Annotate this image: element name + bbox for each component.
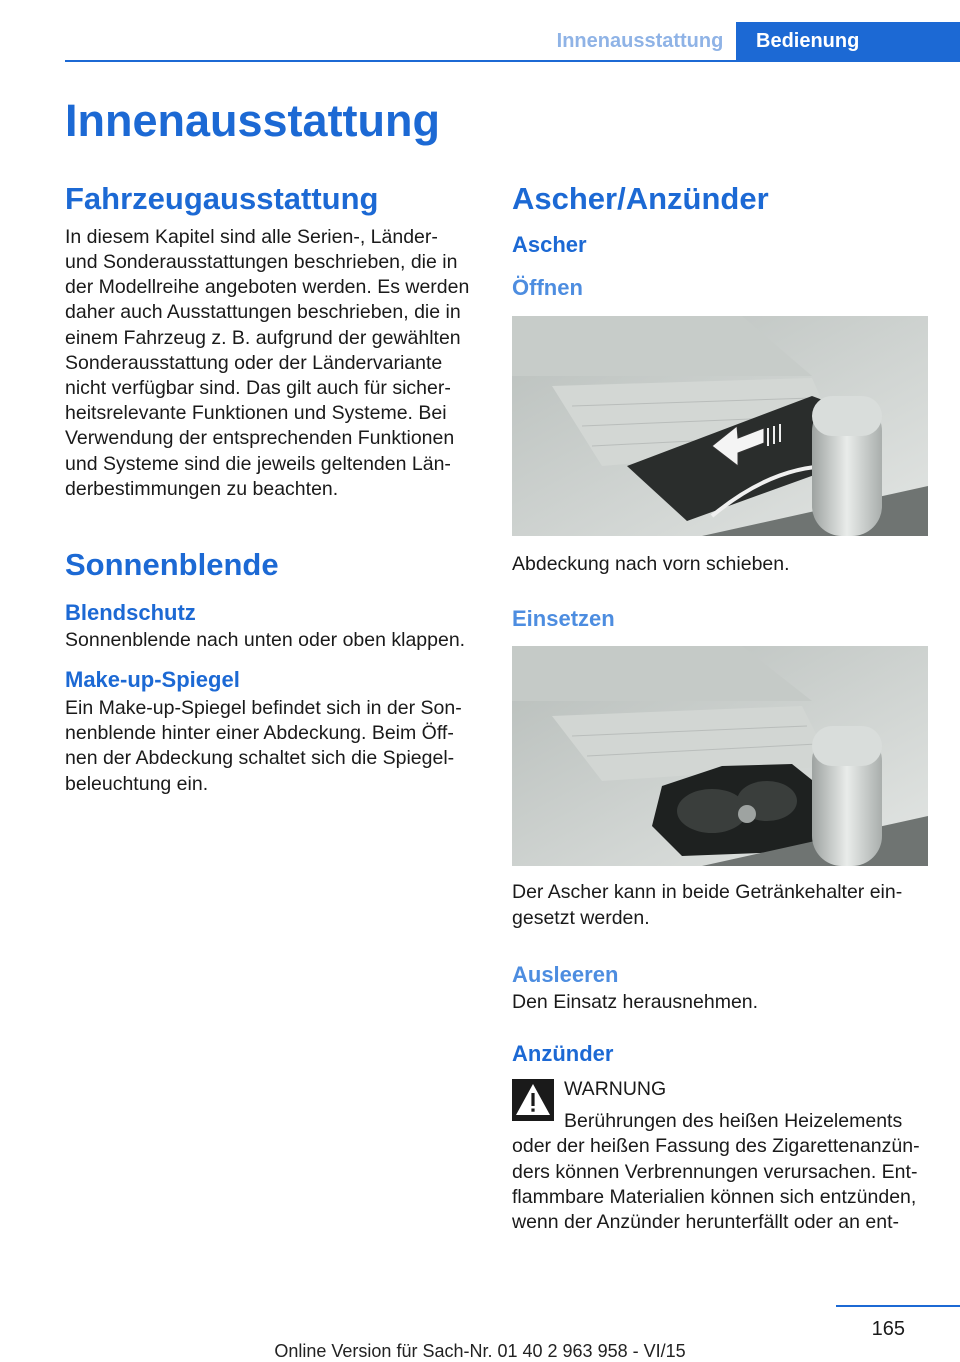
heading-ascher-anzuender: Ascher/Anzünder [512, 181, 769, 216]
warning-block [512, 1077, 930, 1134]
ashtray-open-photo [512, 316, 928, 536]
header-chapter-tab: Bedienung [736, 22, 960, 62]
paragraph-ausleeren: Den Einsatz herausnehmen. [512, 991, 759, 1014]
right-column [512, 180, 930, 1235]
header-rule [65, 60, 960, 62]
header-section-tab: Innenausstattung [556, 30, 724, 52]
caption-einsetzen: Der Ascher kann in beide Getränkehalter ein- gesetzt werden. [512, 881, 903, 929]
heading-ascher: Ascher [512, 231, 587, 257]
ashtray-insert-photo [512, 646, 928, 866]
left-column [65, 180, 480, 797]
warning-label: WARNUNG [564, 1078, 667, 1101]
caption-oeffnen: Abdeckung nach vorn schieben. [512, 552, 790, 575]
heading-oeffnen: Öffnen [512, 275, 583, 301]
heading-fahrzeugausstattung: Fahrzeugausstattung [65, 181, 379, 216]
page-number: 165 [871, 1318, 905, 1340]
paragraph-fahrzeugausstattung: In diesem Kapitel sind alle Serien-, Länder- und Sonderausstattungen beschrieben, die in der Modellreihe angeboten werden. Es werden daher auch Ausstattungen beschrieben, die in einem Fahrzeug z. B. aufgrund der gewählten Sonderausstattung oder der Ländervariante nicht verfügbar sind. Das gilt auch für sicher- heitsrelevante Funktionen und Systeme. Bei Verwendung der entsprechenden Funktionen und Systeme sind die jeweils geltenden Län- derbestimmungen zu beachten. [65, 225, 470, 500]
heading-einsetzen: Einsetzen [512, 605, 615, 631]
heading-make-up-spiegel: Make-up-Spiegel [65, 667, 240, 693]
warning-triangle-icon [512, 1079, 554, 1121]
page-title: Innenausstattung [65, 95, 441, 146]
heading-anzuender: Anzünder [512, 1040, 614, 1066]
footer-version-text: Online Version für Sach-Nr. 01 40 2 963 958 - VI/15 [274, 1341, 686, 1361]
paragraph-blendschutz: Sonnenblende nach unten oder oben klappen. [65, 629, 466, 652]
heading-ausleeren: Ausleeren [512, 961, 619, 987]
heading-sonnenblende: Sonnenblende [65, 546, 279, 582]
footer-rule [836, 1305, 960, 1307]
paragraph-make-up-spiegel: Ein Make-up-Spiegel befindet sich in der Son- nenblende hinter einer Abdeckung. Beim Öff- nen der Abdeckung schaltet sich die Spiegel- beleuchtung ein. [65, 696, 462, 795]
warning-first-line: Berührungen des heißen Heizelements [564, 1110, 903, 1133]
heading-blendschutz: Blendschutz [65, 599, 196, 625]
warning-text: oder der heißen Fassung des Zigarettenanzün- ders können Verbrennungen verursachen. Ent- flammbare Materialien können sich entzünden, wenn der Anzünder herunterfällt oder an ent- [512, 1135, 920, 1234]
